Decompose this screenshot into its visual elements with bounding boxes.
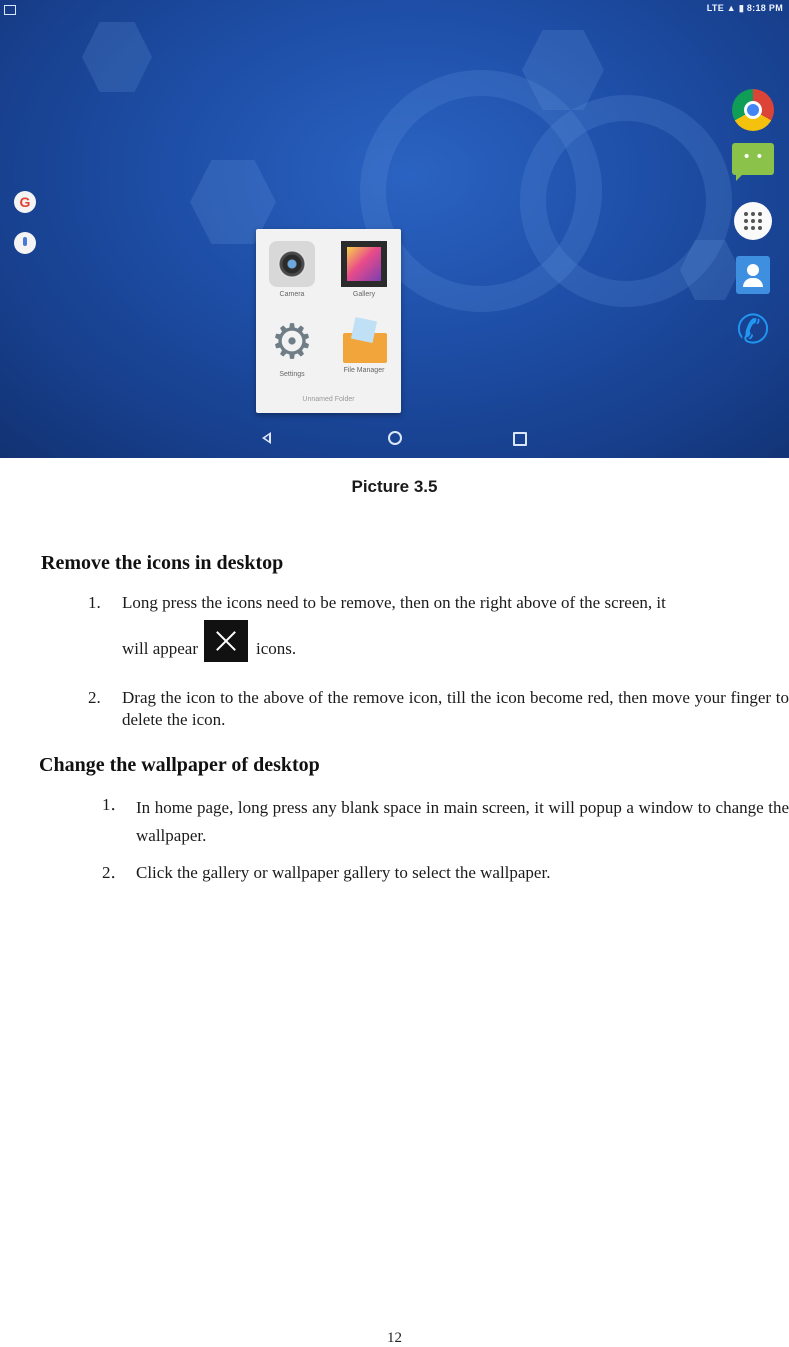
home-icon[interactable] — [388, 431, 402, 445]
phone-icon[interactable]: ✆ — [736, 307, 770, 353]
gallery-icon — [341, 241, 387, 287]
list-text: Click the gallery or wallpaper gallery to select the wallpaper. — [136, 863, 551, 882]
list-number: 1． — [102, 795, 128, 814]
page-number: 12 — [387, 1330, 402, 1346]
app-label: Gallery — [352, 291, 376, 298]
chrome-icon[interactable] — [732, 89, 774, 131]
app-label: Settings — [279, 371, 305, 378]
section-heading: Change the wallpaper of desktop — [39, 754, 320, 776]
microphone-icon[interactable] — [14, 232, 36, 254]
figure-caption: Picture 3.5 — [351, 477, 438, 496]
camera-icon — [269, 241, 315, 287]
app-label: Camera — [279, 291, 305, 298]
google-icon[interactable]: G — [14, 191, 36, 213]
list-number: 2． — [102, 863, 128, 882]
wallpaper-hexagon — [82, 22, 152, 92]
list-text-line — [122, 620, 789, 674]
list-text: will appear — [122, 639, 198, 658]
back-icon[interactable] — [262, 432, 271, 444]
list-text: Drag the icon to the above of the remove icon, till the icon become red, then move your finger to delete the icon. — [122, 688, 789, 729]
messages-icon[interactable]: • • — [732, 143, 774, 175]
app-camera[interactable] — [256, 241, 328, 298]
list-text: icons. — [256, 639, 297, 658]
list-number: 2. — [88, 688, 101, 707]
tablet-screenshot — [0, 0, 789, 458]
close-icon — [204, 620, 248, 662]
list-text: Long press the icons need to be remove, then on the right above of the screen, it — [122, 593, 666, 612]
app-file-manager[interactable] — [328, 317, 400, 374]
status-indicators: LTE ▲ ▮ 8:18 PM — [706, 3, 783, 13]
recent-apps-icon[interactable] — [513, 432, 527, 446]
app-settings[interactable] — [256, 314, 328, 378]
file-manager-icon — [339, 317, 389, 363]
folder-name[interactable]: Unnamed Folder — [302, 396, 355, 403]
folder-popup — [256, 229, 401, 413]
section-heading: Remove the icons in desktop — [41, 552, 284, 574]
list-text: In home page, long press any blank space in main screen, it will popup a window to change the wallpaper. — [136, 798, 789, 845]
notification-icon — [4, 5, 16, 15]
wallpaper-go-logo — [520, 95, 732, 307]
apps-icon[interactable] — [734, 202, 772, 240]
navigation-bar — [0, 420, 789, 458]
settings-icon: ⚙ — [270, 314, 314, 370]
contacts-icon[interactable] — [736, 256, 770, 294]
app-gallery[interactable] — [328, 241, 400, 298]
app-label: File Manager — [343, 367, 385, 374]
list-number: 1. — [88, 593, 101, 612]
status-bar — [0, 0, 789, 20]
